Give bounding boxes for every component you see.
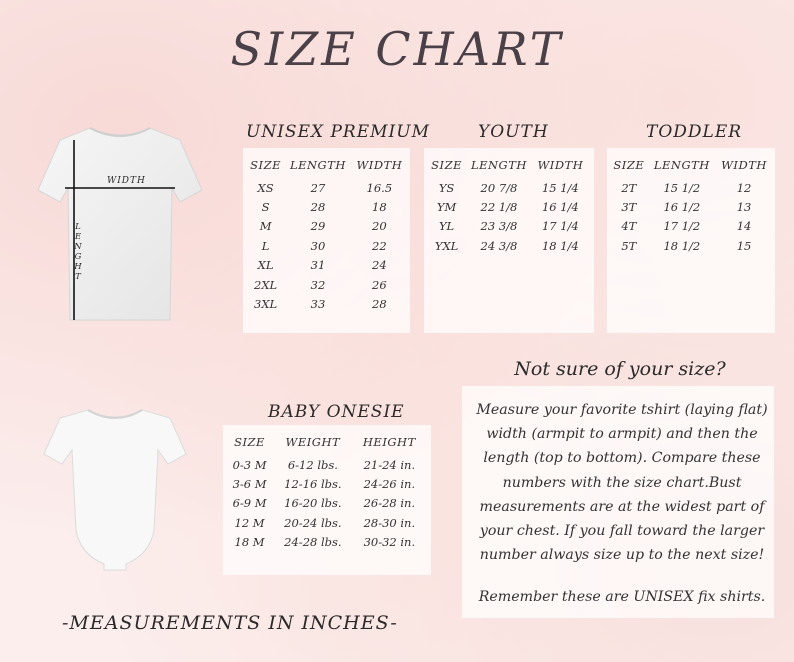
table-cell: 33 [310,297,326,312]
table-cell: 20 7/8 [480,180,518,195]
table-cell: 12 [736,180,752,195]
table-cell: 15 1/4 [541,180,579,195]
table-cell: 3T [621,200,637,215]
column-header: SIZE [234,435,265,449]
table-cell: M [259,219,272,234]
table-cell: 27 [310,180,326,195]
table-cell: S [261,200,270,215]
page-title: SIZE CHART [230,22,564,76]
table-cell: XL [257,258,274,273]
column-header: WIDTH [721,158,767,172]
table-cell: 28 [372,297,387,312]
table-cell: 24 3/8 [480,238,518,253]
table-row [610,236,772,255]
table-cell: 0-3 M [232,457,267,472]
table-row [226,533,426,552]
column-header: SIZE [431,158,462,172]
table-row [226,494,426,513]
table-cell: L [261,238,270,253]
table-row [247,275,407,294]
column-header: SIZE [613,158,645,172]
table-cell: 22 [372,238,387,253]
table-cell: 18 1/2 [663,238,701,253]
table-header-row [226,429,426,455]
table-cell: YS [438,180,455,195]
table-cell: 18 1/4 [541,238,579,253]
column-header: LENGTH [289,158,346,172]
table-cell: 17 1/4 [541,219,579,234]
table-cell: 4T [621,219,637,234]
table-row [428,178,588,197]
onesie-image [40,404,190,572]
table-cell: YL [438,219,455,234]
column-header: WIDTH [537,158,584,172]
table-row [247,236,407,255]
table-header-row [247,152,407,178]
unisex-table [247,152,407,314]
table-cell: 18 M [234,535,265,550]
table-cell: 21-24 in. [363,457,416,472]
table-cell: YXL [434,238,459,253]
column-header: LENGTH [653,158,710,172]
baby-heading: BABY ONESIE [268,402,405,422]
table-row [247,178,407,197]
tshirt-image [30,120,210,330]
column-header: HEIGHT [362,435,416,449]
table-cell: 32 [310,277,326,292]
youth-heading: YOUTH [478,122,549,142]
toddler-table [610,152,772,256]
toddler-heading: TODDLER [646,122,743,142]
column-header: WEIGHT [285,435,341,449]
table-header-row [428,152,588,178]
table-cell: 24-26 in. [363,477,416,492]
table-cell: 30-32 in. [363,535,416,550]
table-cell: YM [436,200,457,215]
table-cell: 17 1/2 [663,219,701,234]
table-cell: 20-24 lbs. [284,515,342,530]
table-row [247,197,407,216]
help-text: Measure your favorite tshirt (laying flat) width (armpit to armpit) and then the length (top to bottom). Compare these numbers with the size chart.Bust measurements are at the widest part of your chest. If you fall toward the larger number always size up to the next size! [476,402,768,564]
help-title: Not sure of your size? [514,358,726,380]
width-label: WIDTH [107,176,146,186]
unisex-heading: UNISEX PREMIUM [246,122,430,142]
table-cell: 14 [736,219,752,234]
table-cell: 22 1/8 [480,200,518,215]
table-cell: 29 [310,219,326,234]
table-cell: 16 1/4 [541,200,579,215]
footer-note: -MEASUREMENTS IN INCHES- [62,612,398,634]
youth-table [428,152,588,256]
table-cell: 15 [736,238,752,253]
table-header-row [610,152,772,178]
table-cell: 26-28 in. [363,496,416,511]
table-row [226,455,426,474]
table-cell: 26 [372,277,387,292]
table-cell: 5T [621,238,637,253]
table-cell: 6-9 M [232,496,267,511]
table-cell: XS [257,180,274,195]
length-label: L E N G H T [74,222,82,282]
table-cell: 31 [310,258,326,273]
table-row [428,197,588,216]
table-cell: 20 [372,219,387,234]
table-cell: 18 [372,200,387,215]
table-row [226,513,426,532]
table-row [247,294,407,313]
table-row [610,197,772,216]
column-header: SIZE [250,158,281,172]
baby-table [226,429,426,552]
table-cell: 15 1/2 [663,180,701,195]
help-note: Remember these are UNISEX fix shirts. [478,589,766,606]
table-row [610,217,772,236]
table-row [428,217,588,236]
table-row [247,217,407,236]
table-cell: 28 [310,200,326,215]
column-header: WIDTH [356,158,403,172]
table-cell: 12-16 lbs. [284,477,342,492]
table-cell: 2T [621,180,637,195]
help-text-block [466,398,778,610]
table-cell: 3-6 M [232,477,267,492]
table-cell: 30 [310,238,326,253]
table-cell: 23 3/8 [480,219,518,234]
table-cell: 16 1/2 [663,200,701,215]
table-cell: 2XL [254,277,278,292]
table-cell: 16-20 lbs. [284,496,342,511]
table-cell: 24-28 lbs. [284,535,342,550]
table-cell: 6-12 lbs. [287,457,338,472]
column-header: LENGTH [470,158,527,172]
table-cell: 3XL [254,297,278,312]
table-row [247,256,407,275]
table-cell: 12 M [234,515,265,530]
table-row [610,178,772,197]
table-cell: 28-30 in. [363,515,416,530]
table-row [226,474,426,493]
table-row [428,236,588,255]
table-cell: 24 [372,258,387,273]
table-cell: 16.5 [366,180,393,195]
table-cell: 13 [736,200,752,215]
